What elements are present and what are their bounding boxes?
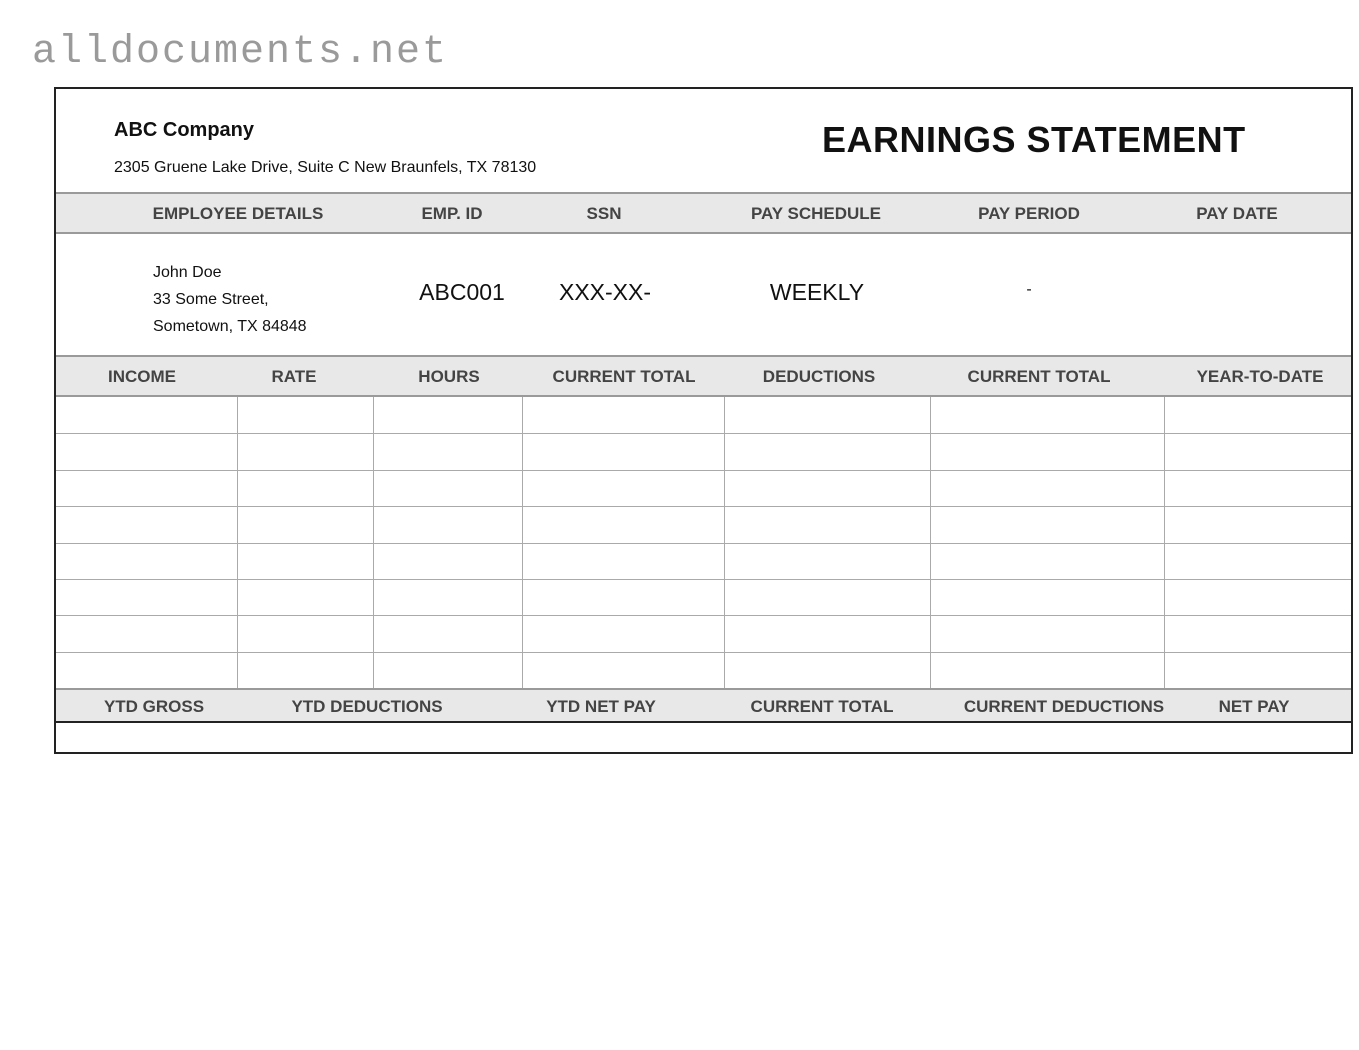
earnings-header-band: [56, 355, 1351, 397]
header-net-pay: NET PAY: [1218, 697, 1290, 716]
watermark: alldocuments.net: [32, 30, 449, 75]
pay-period-value: -: [1026, 281, 1032, 298]
earnings-statement-document: [54, 87, 1353, 754]
table-column-divider: [930, 397, 931, 688]
table-column-divider: [237, 397, 238, 688]
emp-id-value: ABC001: [419, 279, 505, 305]
table-row-divider: [56, 433, 1351, 434]
header-employee-details: EMPLOYEE DETAILS: [152, 204, 324, 223]
table-row-divider: [56, 652, 1351, 653]
header-deductions: DEDUCTIONS: [762, 367, 876, 386]
employee-details: [153, 259, 307, 340]
table-row-divider: [56, 543, 1351, 544]
summary-header-band: [56, 688, 1351, 723]
table-column-divider: [522, 397, 523, 688]
header-ytd-gross: YTD GROSS: [103, 697, 205, 716]
table-row-divider: [56, 470, 1351, 471]
table-column-divider: [373, 397, 374, 688]
table-row-divider: [56, 615, 1351, 616]
header-current-total: CURRENT TOTAL: [552, 367, 696, 386]
header-pay-schedule: PAY SCHEDULE: [750, 204, 882, 223]
header-ytd-deductions: YTD DEDUCTIONS: [291, 697, 443, 716]
table-row-divider: [56, 506, 1351, 507]
table-row-divider: [56, 579, 1351, 580]
document-title: EARNINGS STATEMENT: [822, 119, 1246, 160]
pay-schedule-value: WEEKLY: [769, 279, 865, 305]
header-hours: HOURS: [418, 367, 480, 386]
employee-name: John Doe: [153, 264, 222, 281]
ssn-value: XXX-XX-: [558, 279, 652, 305]
employee-header-band: [56, 192, 1351, 234]
header-emp-id: EMP. ID: [421, 204, 483, 223]
earnings-table: [56, 397, 1351, 688]
header-rate: RATE: [271, 367, 317, 386]
header-income: INCOME: [108, 367, 176, 386]
company-name: ABC Company: [114, 119, 255, 141]
table-column-divider: [1164, 397, 1165, 688]
header-current-total-deductions: CURRENT TOTAL: [967, 367, 1111, 386]
employee-street: 33 Some Street,: [153, 291, 269, 308]
header-year-to-date: YEAR-TO-DATE: [1196, 367, 1324, 386]
header-pay-period: PAY PERIOD: [978, 204, 1080, 223]
table-column-divider: [724, 397, 725, 688]
header-current-deductions: CURRENT DEDUCTIONS: [963, 697, 1165, 716]
header-ytd-net-pay: YTD NET PAY: [546, 697, 656, 716]
employee-city: Sometown, TX 84848: [153, 318, 307, 335]
company-address: 2305 Gruene Lake Drive, Suite C New Braunfels, TX 78130: [114, 159, 537, 176]
header-pay-date: PAY DATE: [1196, 204, 1278, 223]
header-summary-current-total: CURRENT TOTAL: [750, 697, 894, 716]
header-ssn: SSN: [586, 204, 622, 223]
